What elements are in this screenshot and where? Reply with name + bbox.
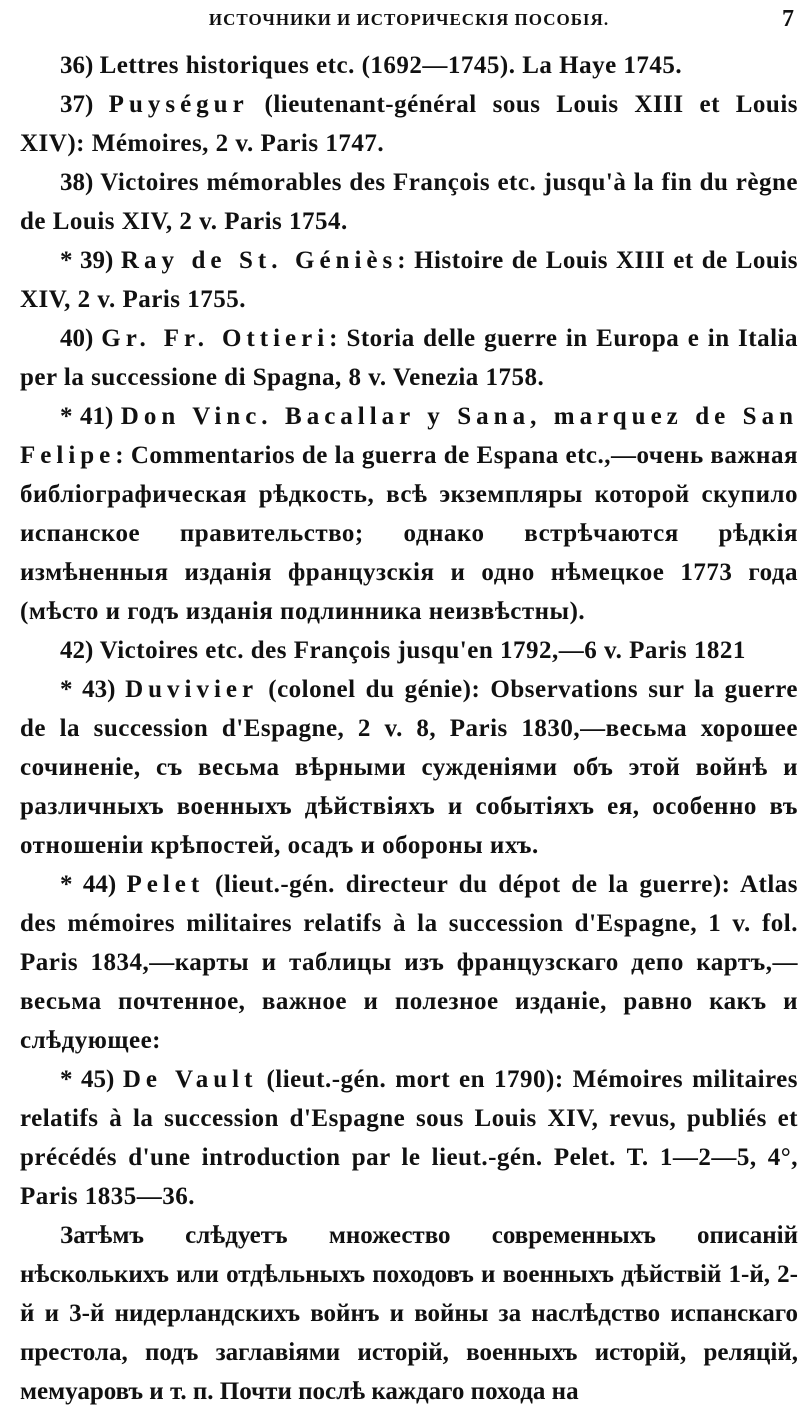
entry-author: Puységur [108, 91, 249, 118]
entry-text: (lieut.-gén. mort en 1790): Mémoires militaires relatifs à la succession d'Espagne sous Louis XIV, revus, publiés et précédés d'une introduction par le lieut.-gén. Pelet. T. 1—2—5, 4°, Paris 1835—36. [20, 1066, 799, 1210]
entry-text: Victoires etc. des François jusqu'en 1792,—6 v. Paris 1821 [99, 637, 746, 664]
entry-author: De Vault [122, 1066, 258, 1093]
entry-author: Gr. Fr. Ottieri [101, 325, 330, 352]
entry-number: 45) [81, 1066, 123, 1093]
entry-number: 44) [82, 871, 127, 898]
entry-star: * [60, 676, 83, 703]
entry-number: 43) [82, 676, 126, 703]
entry-star: * [60, 403, 80, 430]
entry-text: (lieut.-gén. directeur du dépot de la guerre): Atlas des mémoires militaires relatifs à la succession d'Espagne, 1 v. fol. Paris 1834,—карты и таблицы изъ французскаго депо картъ,— весьма почтенное, важное и полезное изданіе, равно какъ и слѣдующее: [20, 871, 798, 1054]
entry-text: (lieutenant-général sous Louis XIII et Louis XIV): Mémoires, 2 v. Paris 1747. [20, 91, 798, 157]
page-header [20, 0, 798, 46]
entry-text: Lettres historiques etc. (1692—1745). La Haye 1745. [99, 52, 683, 79]
entry-text: (colonel du génie): Observations sur la guerre de la succession d'Espagne, 2 v. 8, Paris 1830,—весьма хорошее сочиненіе, съ весьма вѣрными сужденіями объ этой войнѣ и различныхъ военныхъ дѣйствіяхъ и событіяхъ ея, особенно въ отношеніи крѣпостей, осадъ и обороны ихъ. [20, 676, 798, 859]
bibliography-entry [20, 631, 798, 670]
bibliography-entry [20, 85, 798, 163]
entry-author: Duvivier [125, 676, 259, 703]
bibliography-entry [20, 397, 798, 631]
bibliography-entry [20, 241, 798, 319]
entry-text: Victoires mémorables des François etc. jusqu'à la fin du règne de Louis XIV, 2 v. Paris 1754. [20, 169, 798, 235]
entry-text: : Commentarios de la guerra de Espana etc.,—очень важная библіографическая рѣдкость, всѣ экземпляры которой скупило испанское правительство; однако встрѣчаются рѣдкія измѣненныя изданія французскія и одно нѣмецкое 1773 года (мѣсто и годъ изданія подлинника неизвѣстны). [20, 442, 798, 625]
entry-number: 42) [60, 637, 100, 664]
entry-star: * [60, 1066, 81, 1093]
bibliography-entry [20, 670, 798, 865]
page-number: 7 [782, 6, 794, 32]
entry-number: 37) [60, 91, 109, 118]
entry-number: 39) [80, 247, 121, 274]
entry-number: 36) [60, 52, 100, 79]
entry-text: : Histoire de Louis XIII et de Louis XIV, 2 v. Paris 1755. [20, 247, 799, 313]
entry-star: * [60, 871, 83, 898]
closing-paragraph: Затѣмъ слѣдуетъ множество современныхъ описаній нѣсколькихъ или отдѣльныхъ походовъ и военныхъ дѣйствій 1-й, 2-й и 3-й нидерландскихъ войнъ и войны за наслѣдство испанскаго престола, подъ заглавіями исторій, военныхъ исторій, реляцій, мемуаровъ и т. п. Почти послѣ каждаго похода на [20, 1222, 798, 1405]
entry-number: 38) [60, 169, 101, 196]
entry-author: Don Vinc. Bacallar y Sana, marquez de San Felipe [20, 403, 798, 469]
entry-number: 41) [79, 403, 121, 430]
entry-star: * [60, 247, 81, 274]
running-title: ИСТОЧНИКИ И ИСТОРИЧЕСКІЯ ПОСОБІЯ. [208, 10, 610, 29]
bibliography-list [20, 46, 798, 1411]
entry-number: 40) [60, 325, 102, 352]
bibliography-entry [20, 1060, 798, 1216]
bibliography-entry [20, 865, 798, 1060]
entry-author: Pelet [126, 871, 205, 898]
bibliography-entry [20, 46, 798, 85]
bibliography-entry [20, 163, 798, 241]
entry-text: : Storia delle guerre in Europa e in Italia per la successione di Spagna, 8 v. Venezia 1758. [20, 325, 799, 391]
bibliography-entry [20, 319, 798, 397]
entry-author: Ray de St. Géniès [120, 247, 398, 274]
